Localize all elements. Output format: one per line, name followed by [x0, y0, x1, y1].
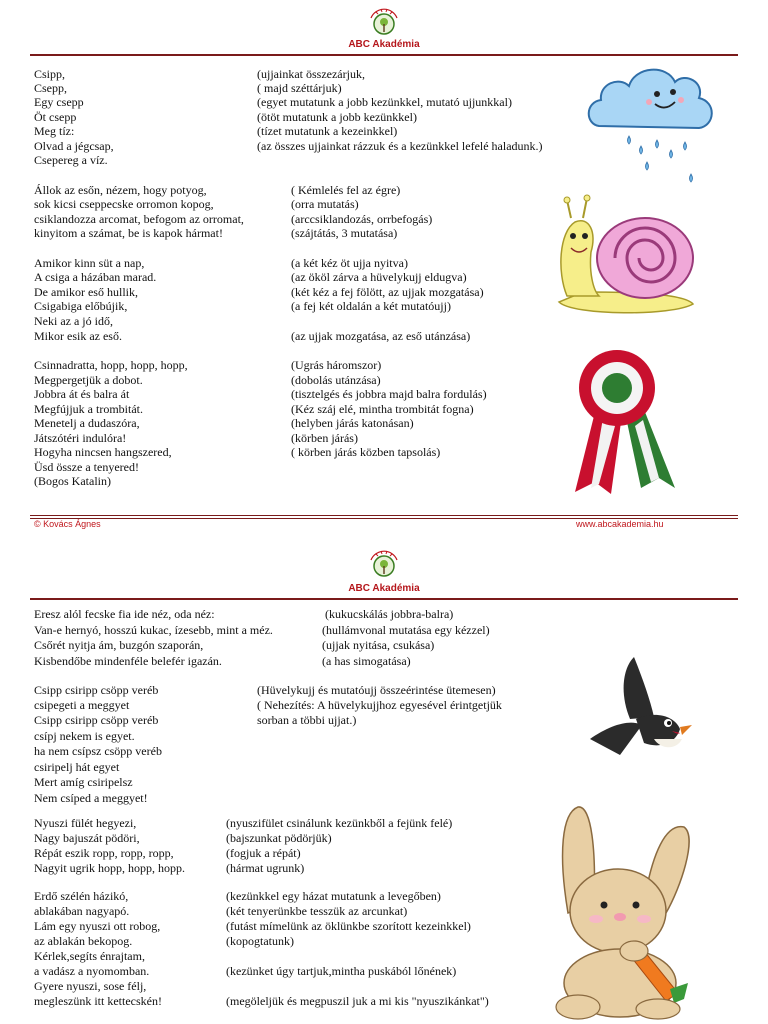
- rhyme-line: kinyitom a számat, be is kapok hármat!: [34, 226, 223, 240]
- action-line: (hármat ugrunk): [226, 861, 305, 875]
- rhyme-line: csiripelj hát egyet: [34, 760, 120, 774]
- rhyme-line: Mert amíg csiripelsz: [34, 775, 133, 789]
- rhyme-line: Mikor esik az eső.: [34, 329, 122, 343]
- rhyme-line: sok kicsi cseppecske orromon kopog,: [34, 197, 214, 211]
- action-line: (körben járás): [291, 431, 358, 445]
- header-rule: [30, 598, 738, 600]
- header-rule: [30, 54, 738, 56]
- rhyme-line: Eresz alól fecske fia ide néz, oda néz:: [34, 607, 215, 621]
- rhyme-line: Amikor kinn süt a nap,: [34, 256, 145, 270]
- copyright-text: © Kovács Ágnes: [34, 519, 101, 529]
- action-line: (ujjak nyitása, csukása): [322, 638, 435, 652]
- action-line: (ujjainkat összezárjuk,: [257, 67, 365, 81]
- action-line: (az ököl zárva a hüvelykujj eldugva): [291, 270, 467, 284]
- action-line: (dobolás utánzása): [291, 373, 381, 387]
- action-line: (Hüvelykujj és mutatóujj összeérintése ütemesen): [257, 683, 496, 697]
- action-line: (Kéz száj elé, mintha trombitát fogna): [291, 402, 474, 416]
- rhyme-line: Öt csepp: [34, 110, 77, 124]
- rhyme-line: Nagy bajuszát pödöri,: [34, 831, 140, 845]
- rhyme-line: Csőrét nyitja ám, buzgón szaporán,: [34, 638, 204, 652]
- website-link[interactable]: www.abcakademia.hu: [576, 519, 664, 529]
- swallow-icon: [580, 655, 700, 765]
- rhyme-line: Egy csepp: [34, 95, 84, 109]
- action-line: (az összes ujjainkat rázzuk és a kezünkkel lefelé haladunk.): [257, 139, 543, 153]
- action-line: (két kéz a fej fölött, az ujjak mozgatása): [291, 285, 484, 299]
- action-line: (hullámvonal mutatása egy kézzel): [322, 623, 490, 637]
- action-line: (fogjuk a répát): [226, 846, 301, 860]
- rhyme-line: Nagyit ugrik hopp, hopp, hopp.: [34, 861, 185, 875]
- rhyme-line: Erdő szélén házikó,: [34, 889, 129, 903]
- action-line: (Ugrás háromszor): [291, 358, 382, 372]
- rhyme-line: Kérlek,segíts énrajtam,: [34, 949, 145, 963]
- action-line: sorban a többi ujjat.): [257, 713, 357, 727]
- rhyme-line: Meg tíz:: [34, 124, 75, 138]
- action-line: (a fej két oldalán a két mutatóujj): [291, 299, 451, 313]
- rhyme-line: a vadász a nyomomban.: [34, 964, 150, 978]
- rhyme-line: Nyuszi fülét hegyezi,: [34, 816, 137, 830]
- action-line: ( Nehezítés: A hüvelykujjhoz egyesével érintgetjük: [257, 698, 502, 712]
- rhyme-line: megleszünk itt kettecskén!: [34, 994, 162, 1008]
- brand-title: ABC Akadémia: [348, 39, 420, 50]
- action-line: (kezünket úgy tartjuk,mintha puskából lőnének): [226, 964, 457, 978]
- action-line: (nyuszifület csinálunk kezünkből a fejünk felé): [226, 816, 453, 830]
- rhyme-line: Megfújjuk a trombitát.: [34, 402, 143, 416]
- rhyme-line: Játszótéri indulóra!: [34, 431, 127, 445]
- rhyme-line: Van-e hernyó, hosszú kukac, ízesebb, mint a méz.: [34, 623, 273, 637]
- action-line: (a két kéz öt ujja nyitva): [291, 256, 408, 270]
- rhyme-line: Csipp csiripp csöpp veréb: [34, 713, 159, 727]
- rhyme-line: De amikor eső hullik,: [34, 285, 138, 299]
- action-line: (futást mímelünk az öklünkbe szorított kezeinkkel): [226, 919, 471, 933]
- action-line: (kezünkkel egy házat mutatunk a levegőben): [226, 889, 441, 903]
- rhyme-line: Csepereg a víz.: [34, 153, 108, 167]
- action-line: (tízet mutatunk a kezeinkkel): [257, 124, 398, 138]
- rhyme-line: csiklandozza arcomat, befogom az orromat,: [34, 212, 244, 226]
- rhyme-line: Gyere nyuszi, sose félj,: [34, 979, 147, 993]
- rhyme-line: ablakában nagyapó.: [34, 904, 130, 918]
- action-line: (a has simogatása): [322, 654, 411, 668]
- action-line: (bajszunkat pödörjük): [226, 831, 332, 845]
- action-line: (szájtátás, 3 mutatása): [291, 226, 398, 240]
- rhyme-line: Hogyha nincsen hangszered,: [34, 445, 172, 459]
- rhyme-line: Olvad a jégcsap,: [34, 139, 114, 153]
- rhyme-line: Répát eszik ropp, ropp, ropp,: [34, 846, 174, 860]
- rhyme-line: Csipp csiripp csöpp veréb: [34, 683, 159, 697]
- rhyme-line: Állok az esőn, nézem, hogy potyog,: [34, 183, 207, 197]
- rhyme-line: Üsd össze a tenyered!: [34, 460, 139, 474]
- rhyme-line: Menetelj a dudaszóra,: [34, 416, 140, 430]
- rhyme-line: Nem csíped a meggyet!: [34, 791, 148, 805]
- action-line: (az ujjak mozgatása, az eső utánzása): [291, 329, 471, 343]
- page-2: [0, 535, 768, 1024]
- rhyme-line: Megpergetjük a dobot.: [34, 373, 143, 387]
- rhyme-line: A csiga a házában marad.: [34, 270, 157, 284]
- action-line: (egyet mutatunk a jobb kezünkkel, mutató ujjunkkal): [257, 95, 512, 109]
- rain-cloud-icon: [581, 58, 721, 188]
- rhyme-line: csípj nekem is egyet.: [34, 729, 135, 743]
- action-line: ( Kémlelés fel az égre): [291, 183, 401, 197]
- action-line: (kopogtatunk): [226, 934, 294, 948]
- rhyme-line: Kisbendőbe mindenféle belefér igazán.: [34, 654, 222, 668]
- rhyme-line: Csipp,: [34, 67, 66, 81]
- action-line: (orra mutatás): [291, 197, 359, 211]
- rhyme-line: az ablakán bekopog.: [34, 934, 133, 948]
- action-line: (kukucskálás jobbra-balra): [325, 607, 454, 621]
- action-line: (két tenyerünkbe tesszük az arcunkat): [226, 904, 408, 918]
- rosette-icon: [555, 342, 695, 498]
- action-line: ( majd széttárjuk): [257, 81, 342, 95]
- action-line: (arccsiklandozás, orrbefogás): [291, 212, 433, 226]
- rhyme-author: (Bogos Katalin): [34, 474, 111, 488]
- snail-icon: [553, 192, 703, 320]
- abc-akademia-logo-icon: [366, 4, 402, 40]
- rhyme-line: Neki az a jó idő,: [34, 314, 113, 328]
- action-line: ( körben járás közben tapsolás): [291, 445, 441, 459]
- abc-akademia-logo-icon: [366, 546, 402, 582]
- rhyme-line: ha nem csípsz csöpp veréb: [34, 744, 162, 758]
- action-line: (ötöt mutatunk a jobb kezünkkel): [257, 110, 417, 124]
- footer-rule: [30, 515, 738, 516]
- rhyme-line: Lám egy nyuszi ott robog,: [34, 919, 161, 933]
- bunny-icon: [548, 793, 700, 1021]
- rhyme-line: csipegeti a meggyet: [34, 698, 130, 712]
- action-line: (tisztelgés és jobbra majd balra fordulás): [291, 387, 487, 401]
- rhyme-line: Csepp,: [34, 81, 67, 95]
- rhyme-line: Csinnadratta, hopp, hopp, hopp,: [34, 358, 188, 372]
- action-line: (helyben járás katonásan): [291, 416, 414, 430]
- brand-title: ABC Akadémia: [348, 583, 420, 594]
- action-line: (megöleljük és megpuszil juk a mi kis "nyuszikánkat"): [226, 994, 489, 1008]
- rhyme-line: Jobbra át és balra át: [34, 387, 130, 401]
- rhyme-line: Csigabiga előbújik,: [34, 299, 128, 313]
